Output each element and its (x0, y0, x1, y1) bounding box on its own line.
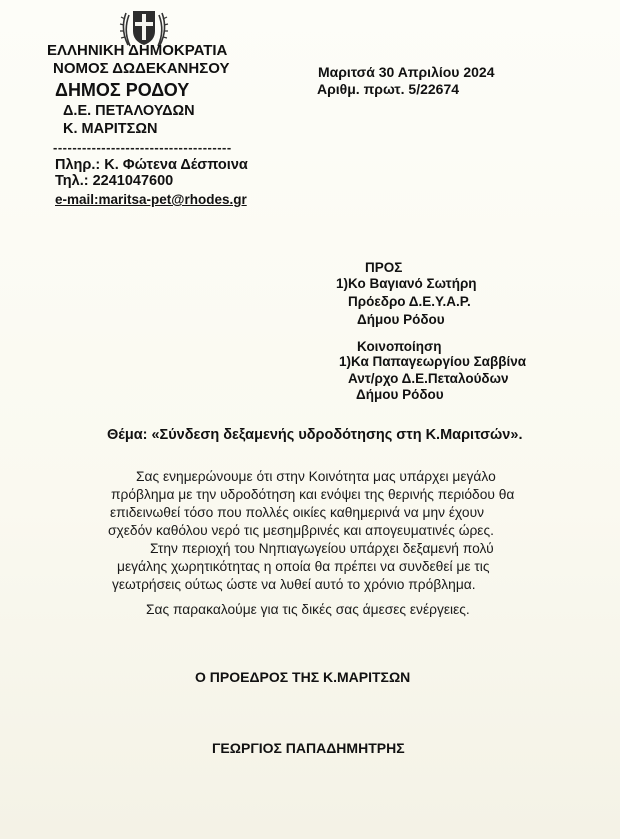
signatory-name: ΓΕΩΡΓΙΟΣ ΠΑΠΑΔΗΜΗΤΡΗΣ (212, 740, 405, 756)
contact-email: e-mail:maritsa-pet@rhodes.gr (55, 192, 247, 207)
cc-recipient-name: 1)Κα Παπαγεωργίου Σαββίνα (339, 354, 527, 369)
header-prefecture: ΝΟΜΟΣ ΔΩΔΕΚΑΝΗΣΟΥ (53, 60, 230, 77)
contact-person: Πληρ.: Κ. Φώτενα Δέσποινα (55, 157, 248, 173)
body-line: πρόβλημα με την υδροδότηση και ενόψει της θερινής περιόδου θα (111, 487, 515, 502)
body-line: Στην περιοχή του Νηπιαγωγείου υπάρχει δεξαμενή πολύ (150, 541, 494, 556)
to-label: ΠΡΟΣ (365, 260, 403, 275)
to-recipient-role: Πρόεδρο Δ.Ε.Υ.Α.Ρ. (348, 294, 471, 309)
body-line: γεωτρήσεις ούτως ώστε να λυθεί αυτό το χρόνιο πρόβλημα. (112, 577, 476, 592)
cc-recipient-org: Δήμου Ρόδου (356, 387, 444, 402)
header-municipality: ΔΗΜΟΣ ΡΟΔΟΥ (55, 80, 190, 100)
header-separator: ------------------------------------- (53, 140, 232, 155)
letter-subject: Θέμα: «Σύνδεση δεξαμενής υδροδότησης στη Κ.Μαριτσών». (107, 427, 523, 443)
header-community: Κ. ΜΑΡΙΤΣΩΝ (63, 121, 158, 137)
to-recipient-org: Δήμου Ρόδου (357, 312, 445, 327)
body-line: Σας ενημερώνουμε ότι στην Κοινότητα μας υπάρχει μεγάλο (136, 469, 496, 484)
body-line: μεγάλης χωρητικότητας η οποία θα πρέπει να συνδεθεί με τις (117, 559, 490, 574)
header-republic: ΕΛΛΗΝΙΚΗ ΔΗΜΟΚΡΑΤΙΑ (47, 42, 228, 59)
header-unit: Δ.Ε. ΠΕΤΑΛΟΥΔΩΝ (63, 103, 195, 119)
contact-phone: Τηλ.: 2241047600 (55, 173, 174, 189)
body-line: σχεδόν καθόλου νερό τις μεσημβρινές και απογευματινές ώρες. (108, 523, 494, 538)
to-recipient-name: 1)Κο Βαγιανό Σωτήρη (336, 276, 477, 291)
protocol-number: Αριθμ. πρωτ. 5/22674 (317, 81, 460, 97)
cc-recipient-role: Αντ/ρχο Δ.Ε.Πεταλούδων (348, 371, 509, 386)
letter-date: Μαριτσά 30 Απριλίου 2024 (318, 64, 495, 80)
closing-request: Σας παρακαλούμε για τις δικές σας άμεσες ενέργειες. (146, 602, 470, 617)
cc-label: Κοινοποίηση (357, 339, 442, 354)
signatory-title: Ο ΠΡΟΕΔΡΟΣ ΤΗΣ Κ.ΜΑΡΙΤΣΩΝ (195, 669, 411, 685)
body-line: επιδεινωθεί τόσο που πολλές οικίες καθημερινά να μην έχουν (110, 505, 485, 520)
